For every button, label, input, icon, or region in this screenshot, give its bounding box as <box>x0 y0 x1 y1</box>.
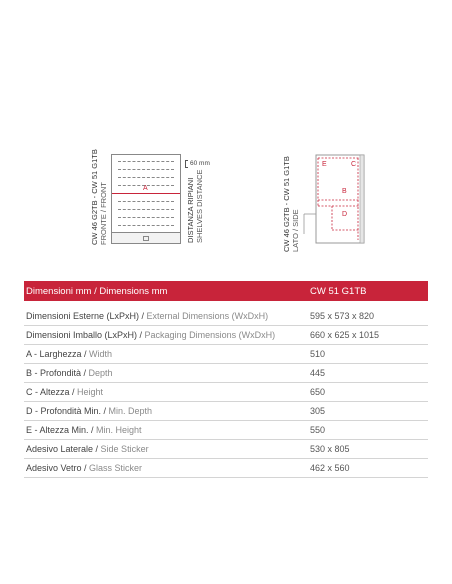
row-value: 305 <box>310 406 326 416</box>
marker-e: E <box>322 161 327 168</box>
shelf-distance-value: 60 mm <box>190 160 210 167</box>
front-model-label <box>90 149 108 245</box>
table-row <box>24 440 428 459</box>
shelf-line <box>118 177 174 178</box>
header-model: CW 51 G1TB <box>310 285 367 297</box>
dimensions-table <box>24 281 428 478</box>
row-value: 445 <box>310 368 326 378</box>
row-label-en: Side Sticker <box>100 444 149 454</box>
front-base-icon <box>143 236 149 241</box>
row-label-en: Packaging Dimensions (WxDxH) <box>144 330 276 340</box>
row-value: 530 x 805 <box>310 444 350 454</box>
shelf-line <box>118 209 174 210</box>
shelf-line <box>118 161 174 162</box>
shelf-line <box>118 217 174 218</box>
marker-c: C <box>351 161 357 168</box>
table-row <box>24 364 428 383</box>
row-label-en: External Dimensions (WxDxH) <box>146 311 269 321</box>
shelf-line <box>118 169 174 170</box>
table-header <box>24 281 428 301</box>
header-label: Dimensioni mm / Dimensions mm <box>26 285 168 297</box>
row-label-en: Depth <box>88 368 113 378</box>
width-marker-line <box>112 193 180 194</box>
row-label-it: Dimensioni Esterne (LxPxH) / <box>26 311 147 321</box>
row-value: 550 <box>310 425 326 435</box>
side-view-diagram <box>302 154 368 244</box>
row-label-en: Min. Depth <box>108 406 153 416</box>
side-model-label <box>282 156 300 252</box>
shelf-distance-bracket <box>185 160 188 168</box>
shelf-distance-text: DISTANZA RIPIANI <box>186 177 195 243</box>
row-value: 650 <box>310 387 326 397</box>
shelf-line <box>118 225 174 226</box>
marker-d: D <box>342 211 348 218</box>
side-model-text: CW 46 G2TB - CW 51 G1TB <box>282 156 291 252</box>
table-row <box>24 307 428 326</box>
shelf-distance-label <box>186 170 204 244</box>
row-label-en: Glass Sticker <box>89 463 143 473</box>
row-label-it: D - Profondità Min. / <box>26 406 109 416</box>
shelf-line <box>118 201 174 202</box>
row-label-it: C - Altezza / <box>26 387 78 397</box>
table-row <box>24 421 428 440</box>
row-label-it: Adesivo Vetro / <box>26 463 90 473</box>
front-view-text: FRONTE / FRONT <box>99 182 108 245</box>
marker-b: B <box>342 188 347 195</box>
marker-a: A <box>143 185 148 192</box>
table-row <box>24 326 428 345</box>
shelf-distance-text-en: SHELVES DISTANCE <box>195 169 204 243</box>
row-value: 660 x 625 x 1015 <box>310 330 380 340</box>
front-model-text: CW 46 G2TB - CW 51 G1TB <box>90 149 99 245</box>
table-row <box>24 459 428 478</box>
row-label-it: B - Profondità / <box>26 368 89 378</box>
table-row <box>24 402 428 421</box>
row-value: 510 <box>310 349 326 359</box>
row-label-it: Dimensioni Imballo (LxPxH) / <box>26 330 145 340</box>
row-label-en: Height <box>77 387 104 397</box>
row-label-it: A - Larghezza / <box>26 349 90 359</box>
row-label-en: Min. Height <box>96 425 142 435</box>
row-label-en: Width <box>89 349 113 359</box>
row-label-it: E - Altezza Min. / <box>26 425 97 435</box>
table-row <box>24 345 428 364</box>
side-view-text: LATO / SIDE <box>291 209 300 252</box>
row-label-it: Adesivo Laterale / <box>26 444 101 454</box>
row-value: 595 x 573 x 820 <box>310 311 375 321</box>
front-view-diagram <box>111 154 181 244</box>
table-row <box>24 383 428 402</box>
row-value: 462 x 560 <box>310 463 350 473</box>
